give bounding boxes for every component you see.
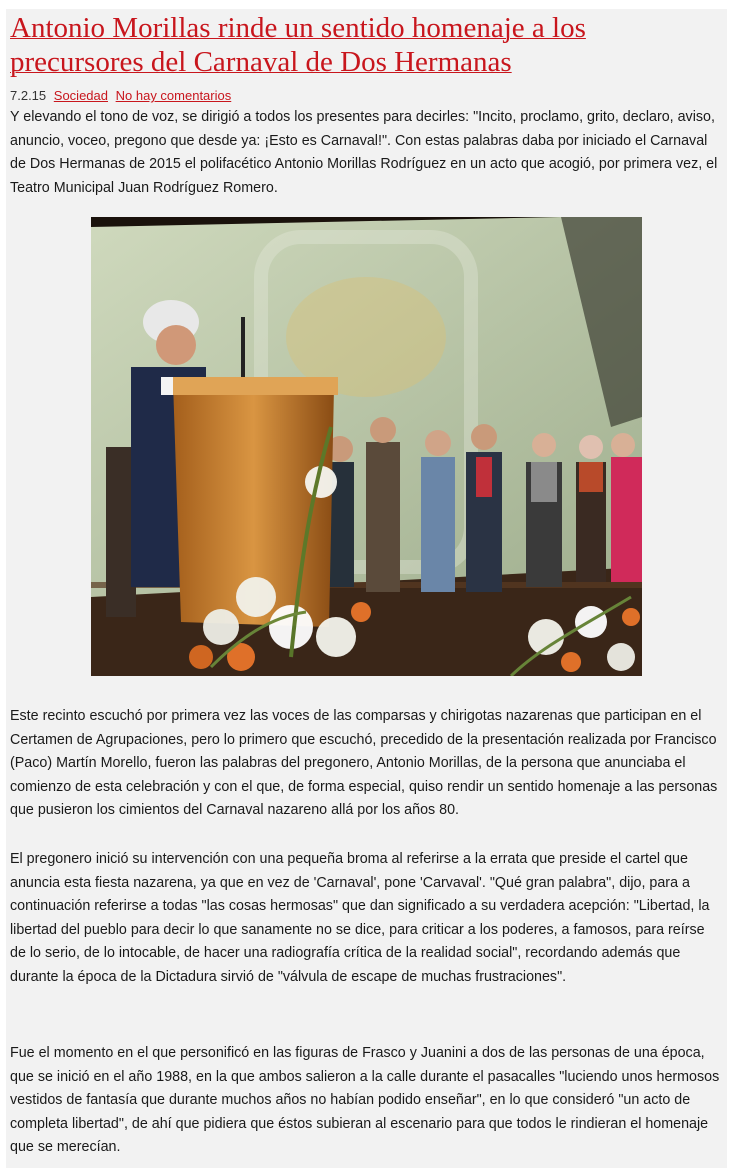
article-title[interactable]: Antonio Morillas rinde un sentido homenaje a los precursores del Carnaval de Dos Hermanas [10, 12, 586, 78]
stage-photo-icon [91, 217, 642, 676]
article-paragraph: Fue el momento en el que personificó en las figuras de Frasco y Juanini a dos de las personas de una época, que se inició en el año 1988, en la que ambos salieron a la calle durante el pasacalles "luciendo unos hermosos vestidos de fantasía que durante muchos años no habían podido enseñar", en lo que consideró "un acto de completa libertad", de ahí que pidiera que éstos subieran al escenario para que todos le rindieran el homenaje que se merecían. [10, 1045, 720, 1155]
article-paragraph: Este recinto escuchó por primera vez las voces de las comparsas y chirigotas nazarenas que participan en el Certamen de Agrupaciones, pero lo primero que escuchó, precedido de la presentación realizada por Francisco (Paco) Martín Morello, fueron las palabras del pregonero, Antonio Morillas, de la persona que anunciaba el comienzo de esta celebración y con el que, de forma especial, quiso rendir un sentido homenaje a las personas que pusieron los cimientos del Carnaval nazareno allá por los años 80. [10, 708, 718, 818]
article-paragraph: El pregonero inició su intervención con una pequeña broma al referirse a la errata que preside el cartel que anuncia esta fiesta nazarena, ya que en vez de 'Carnaval', pone 'Carvaval'. "Qué gran palabra", dijo, para a continuación referirse a todas "las cosas hermosas" que dan significado a su verdadera acepción: "Libertad, la libertad del pueblo para decir lo que sanamente no se dice, para criticar a los poderes, a famosos, para reírse de lo serio, de lo intocable, de hacer una radiografía crítica de la realidad social", recordando además que durante la época de la Dictadura sirvió de "válvula de escape de muchas frustraciones". [10, 851, 710, 985]
comments-link[interactable]: No hay comentarios [115, 88, 232, 103]
article-meta [10, 88, 231, 103]
category-link[interactable]: Sociedad [53, 88, 108, 103]
article-paragraph: Y elevando el tono de voz, se dirigió a todos los presentes para decirles: "Incito, proclamo, grito, declaro, aviso, anuncio, voceo, pregono que desde ya: ¡Esto es Carnaval!". Con estas palabras daba por iniciado el Carnaval de Dos Hermanas de 2015 el polifacético Antonio Morillas Rodríguez en un acto que acogió, por primera vez, el Teatro Municipal Juan Rodríguez Romero. [10, 109, 718, 196]
post-date: 7.2.15 [10, 88, 47, 103]
article-photo [91, 217, 642, 676]
article-container [6, 9, 727, 1168]
